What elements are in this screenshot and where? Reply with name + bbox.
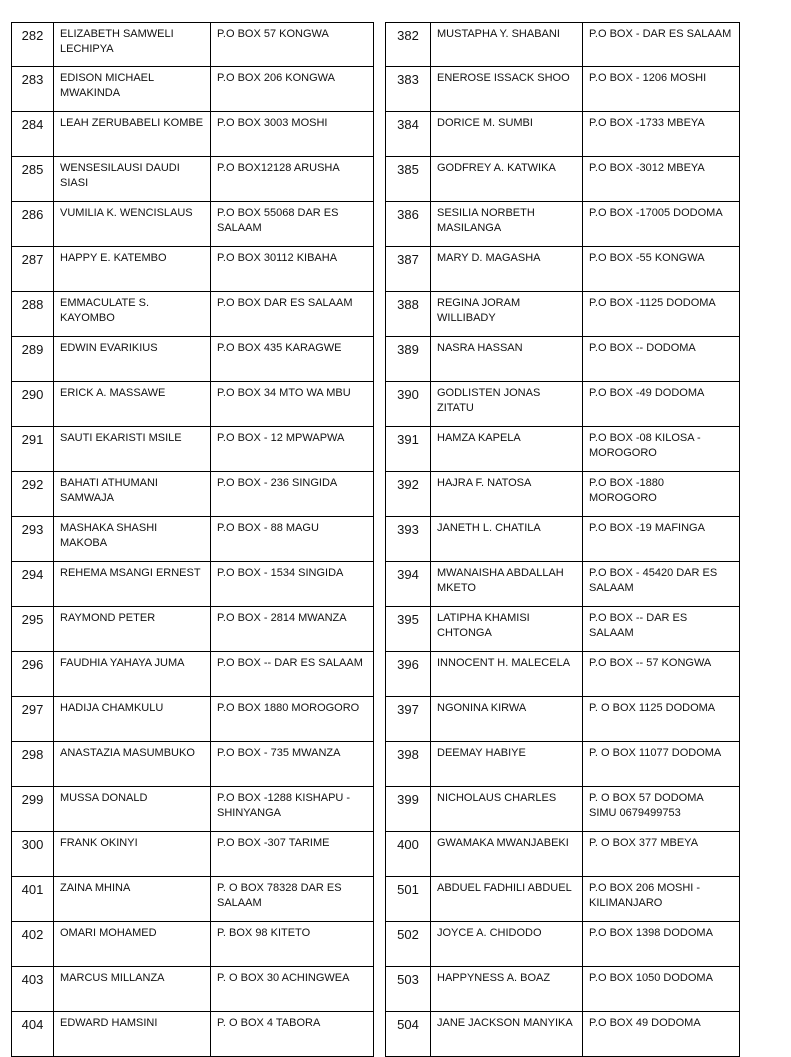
column-spacer	[374, 517, 386, 562]
left-entry-address: P.O BOX 30112 KIBAHA	[211, 247, 374, 292]
right-entry-address: P.O BOX -19 MAFINGA	[583, 517, 740, 562]
left-entry-name: EDISON MICHAEL MWAKINDA	[54, 67, 211, 112]
column-spacer	[374, 877, 386, 922]
left-entry-number: 282	[12, 23, 54, 67]
right-entry-number: 382	[386, 23, 431, 67]
right-entry-name: GWAMAKA MWANJABEKI	[431, 832, 583, 877]
column-spacer	[374, 202, 386, 247]
column-spacer	[374, 742, 386, 787]
column-spacer	[374, 112, 386, 157]
right-entry-number: 501	[386, 877, 431, 922]
right-entry-name: GODFREY A. KATWIKA	[431, 157, 583, 202]
right-entry-number: 386	[386, 202, 431, 247]
right-entry-number: 395	[386, 607, 431, 652]
right-entry-number: 400	[386, 832, 431, 877]
left-entry-number: 291	[12, 427, 54, 472]
left-entry-address: P. O BOX 78328 DAR ES SALAAM	[211, 877, 374, 922]
left-entry-name: EDWARD HAMSINI	[54, 1012, 211, 1057]
right-entry-address: P.O BOX -17005 DODOMA	[583, 202, 740, 247]
left-entry-name: HAPPY E. KATEMBO	[54, 247, 211, 292]
right-entry-name: ABDUEL FADHILI ABDUEL	[431, 877, 583, 922]
table-row	[12, 382, 740, 427]
right-entry-address: P. O BOX 11077 DODOMA	[583, 742, 740, 787]
left-entry-number: 294	[12, 562, 54, 607]
left-entry-name: OMARI MOHAMED	[54, 922, 211, 967]
right-entry-name: SESILIA NORBETH MASILANGA	[431, 202, 583, 247]
right-entry-address: P.O BOX 49 DODOMA	[583, 1012, 740, 1057]
table-row	[12, 787, 740, 832]
right-entry-address: P.O BOX -- DAR ES SALAAM	[583, 607, 740, 652]
left-entry-name: MASHAKA SHASHI MAKOBA	[54, 517, 211, 562]
left-entry-name: MUSSA DONALD	[54, 787, 211, 832]
table-row	[12, 877, 740, 922]
left-entry-number: 284	[12, 112, 54, 157]
right-entry-number: 389	[386, 337, 431, 382]
left-entry-name: ERICK A. MASSAWE	[54, 382, 211, 427]
right-entry-address: P.O BOX -1880 MOROGORO	[583, 472, 740, 517]
right-entry-address: P.O BOX - DAR ES SALAAM	[583, 23, 740, 67]
right-entry-name: DORICE M. SUMBI	[431, 112, 583, 157]
right-entry-number: 503	[386, 967, 431, 1012]
right-entry-number: 397	[386, 697, 431, 742]
left-entry-number: 288	[12, 292, 54, 337]
left-entry-name: BAHATI ATHUMANI SAMWAJA	[54, 472, 211, 517]
column-spacer	[374, 832, 386, 877]
right-entry-number: 399	[386, 787, 431, 832]
right-entry-name: MUSTAPHA Y. SHABANI	[431, 23, 583, 67]
column-spacer	[374, 427, 386, 472]
right-entry-number: 385	[386, 157, 431, 202]
left-entry-address: P.O BOX 57 KONGWA	[211, 23, 374, 67]
right-entry-address: P.O BOX -55 KONGWA	[583, 247, 740, 292]
left-entry-address: P.O BOX -307 TARIME	[211, 832, 374, 877]
column-spacer	[374, 292, 386, 337]
right-entry-number: 398	[386, 742, 431, 787]
left-entry-number: 297	[12, 697, 54, 742]
right-entry-address: P.O BOX - 45420 DAR ES SALAAM	[583, 562, 740, 607]
left-entry-number: 296	[12, 652, 54, 697]
left-entry-address: P.O BOX - 735 MWANZA	[211, 742, 374, 787]
right-entry-address: P. O BOX 1125 DODOMA	[583, 697, 740, 742]
right-entry-number: 392	[386, 472, 431, 517]
right-entry-name: NICHOLAUS CHARLES	[431, 787, 583, 832]
left-entry-address: P.O BOX - 88 MAGU	[211, 517, 374, 562]
column-spacer	[374, 562, 386, 607]
left-entry-address: P.O BOX -- DAR ES SALAAM	[211, 652, 374, 697]
right-entry-name: HAPPYNESS A. BOAZ	[431, 967, 583, 1012]
left-entry-address: P.O BOX 435 KARAGWE	[211, 337, 374, 382]
left-entry-address: P. BOX 98 KITETO	[211, 922, 374, 967]
left-entry-number: 298	[12, 742, 54, 787]
table-row	[12, 337, 740, 382]
address-table	[11, 22, 740, 1057]
left-entry-address: P. O BOX 30 ACHINGWEA	[211, 967, 374, 1012]
table-row	[12, 1012, 740, 1057]
right-entry-address: P.O BOX 206 MOSHI - KILIMANJARO	[583, 877, 740, 922]
table-row	[12, 742, 740, 787]
table-row	[12, 292, 740, 337]
left-entry-address: P. O BOX 4 TABORA	[211, 1012, 374, 1057]
right-entry-address: P.O BOX -- 57 KONGWA	[583, 652, 740, 697]
right-entry-number: 383	[386, 67, 431, 112]
left-entry-address: P.O BOX - 2814 MWANZA	[211, 607, 374, 652]
table-row	[12, 607, 740, 652]
left-entry-name: REHEMA MSANGI ERNEST	[54, 562, 211, 607]
table-row	[12, 247, 740, 292]
table-row	[12, 967, 740, 1012]
left-entry-number: 402	[12, 922, 54, 967]
table-row	[12, 202, 740, 247]
left-entry-name: ZAINA MHINA	[54, 877, 211, 922]
right-entry-name: DEEMAY HABIYE	[431, 742, 583, 787]
right-entry-address: P.O BOX 1398 DODOMA	[583, 922, 740, 967]
left-entry-number: 283	[12, 67, 54, 112]
left-entry-address: P.O BOX 34 MTO WA MBU	[211, 382, 374, 427]
left-entry-address: P.O BOX - 236 SINGIDA	[211, 472, 374, 517]
right-entry-name: INNOCENT H. MALECELA	[431, 652, 583, 697]
right-entry-name: JOYCE A. CHIDODO	[431, 922, 583, 967]
right-entry-address: P.O BOX -08 KILOSA - MOROGORO	[583, 427, 740, 472]
right-entry-address: P.O BOX -1125 DODOMA	[583, 292, 740, 337]
table-row	[12, 112, 740, 157]
left-entry-name: ELIZABETH SAMWELI LECHIPYA	[54, 23, 211, 67]
table-row	[12, 517, 740, 562]
left-entry-name: FAUDHIA YAHAYA JUMA	[54, 652, 211, 697]
left-entry-number: 300	[12, 832, 54, 877]
right-entry-address: P.O BOX -1733 MBEYA	[583, 112, 740, 157]
left-entry-number: 401	[12, 877, 54, 922]
column-spacer	[374, 67, 386, 112]
right-entry-number: 387	[386, 247, 431, 292]
left-entry-address: P.O BOX 55068 DAR ES SALAAM	[211, 202, 374, 247]
table-row	[12, 697, 740, 742]
table-row	[12, 67, 740, 112]
left-entry-name: EDWIN EVARIKIUS	[54, 337, 211, 382]
column-spacer	[374, 157, 386, 202]
table-row	[12, 922, 740, 967]
column-spacer	[374, 247, 386, 292]
right-entry-name: HAMZA KAPELA	[431, 427, 583, 472]
right-entry-name: ENEROSE ISSACK SHOO	[431, 67, 583, 112]
left-entry-name: SAUTI EKARISTI MSILE	[54, 427, 211, 472]
right-entry-name: REGINA JORAM WILLIBADY	[431, 292, 583, 337]
left-entry-address: P.O BOX - 1534 SINGIDA	[211, 562, 374, 607]
left-entry-address: P.O BOX 206 KONGWA	[211, 67, 374, 112]
table-row	[12, 832, 740, 877]
column-spacer	[374, 382, 386, 427]
right-entry-number: 393	[386, 517, 431, 562]
table-row	[12, 472, 740, 517]
right-entry-name: HAJRA F. NATOSA	[431, 472, 583, 517]
right-entry-number: 504	[386, 1012, 431, 1057]
right-entry-name: GODLISTEN JONAS ZITATU	[431, 382, 583, 427]
right-entry-number: 394	[386, 562, 431, 607]
right-entry-address: P.O BOX 1050 DODOMA	[583, 967, 740, 1012]
table-row	[12, 427, 740, 472]
right-entry-address: P.O BOX -- DODOMA	[583, 337, 740, 382]
left-entry-address: P.O BOX12128 ARUSHA	[211, 157, 374, 202]
left-entry-name: MARCUS MILLANZA	[54, 967, 211, 1012]
right-entry-address: P.O BOX -49 DODOMA	[583, 382, 740, 427]
left-entry-number: 292	[12, 472, 54, 517]
left-entry-name: HADIJA CHAMKULU	[54, 697, 211, 742]
table-row	[12, 23, 740, 67]
column-spacer	[374, 652, 386, 697]
left-entry-number: 286	[12, 202, 54, 247]
left-entry-name: EMMACULATE S. KAYOMBO	[54, 292, 211, 337]
table-row	[12, 157, 740, 202]
column-spacer	[374, 472, 386, 517]
left-entry-address: P.O BOX - 12 MPWAPWA	[211, 427, 374, 472]
column-spacer	[374, 23, 386, 67]
left-entry-number: 295	[12, 607, 54, 652]
column-spacer	[374, 697, 386, 742]
left-entry-name: RAYMOND PETER	[54, 607, 211, 652]
left-entry-name: WENSESILAUSI DAUDI SIASI	[54, 157, 211, 202]
right-entry-name: NASRA HASSAN	[431, 337, 583, 382]
table-row	[12, 562, 740, 607]
left-entry-name: FRANK OKINYI	[54, 832, 211, 877]
column-spacer	[374, 1012, 386, 1057]
left-entry-number: 293	[12, 517, 54, 562]
right-entry-address: P.O BOX - 1206 MOSHI	[583, 67, 740, 112]
left-entry-name: ANASTAZIA MASUMBUKO	[54, 742, 211, 787]
table-row	[12, 652, 740, 697]
column-spacer	[374, 787, 386, 832]
right-entry-number: 384	[386, 112, 431, 157]
left-entry-name: LEAH ZERUBABELI KOMBE	[54, 112, 211, 157]
left-entry-number: 287	[12, 247, 54, 292]
left-entry-address: P.O BOX DAR ES SALAAM	[211, 292, 374, 337]
right-entry-address: P.O BOX -3012 MBEYA	[583, 157, 740, 202]
right-entry-name: NGONINA KIRWA	[431, 697, 583, 742]
right-entry-number: 388	[386, 292, 431, 337]
left-entry-number: 285	[12, 157, 54, 202]
column-spacer	[374, 337, 386, 382]
right-entry-name: JANETH L. CHATILA	[431, 517, 583, 562]
column-spacer	[374, 607, 386, 652]
column-spacer	[374, 967, 386, 1012]
left-entry-number: 404	[12, 1012, 54, 1057]
left-entry-address: P.O BOX -1288 KISHAPU - SHINYANGA	[211, 787, 374, 832]
left-entry-address: P.O BOX 1880 MOROGORO	[211, 697, 374, 742]
right-entry-number: 396	[386, 652, 431, 697]
left-entry-number: 290	[12, 382, 54, 427]
left-entry-number: 403	[12, 967, 54, 1012]
right-entry-address: P. O BOX 377 MBEYA	[583, 832, 740, 877]
column-spacer	[374, 922, 386, 967]
right-entry-number: 502	[386, 922, 431, 967]
left-entry-address: P.O BOX 3003 MOSHI	[211, 112, 374, 157]
right-entry-address: P. O BOX 57 DODOMA SIMU 0679499753	[583, 787, 740, 832]
right-entry-name: LATIPHA KHAMISI CHTONGA	[431, 607, 583, 652]
left-entry-number: 289	[12, 337, 54, 382]
right-entry-number: 390	[386, 382, 431, 427]
left-entry-name: VUMILIA K. WENCISLAUS	[54, 202, 211, 247]
right-entry-name: JANE JACKSON MANYIKA	[431, 1012, 583, 1057]
right-entry-name: MWANAISHA ABDALLAH MKETO	[431, 562, 583, 607]
left-entry-number: 299	[12, 787, 54, 832]
right-entry-number: 391	[386, 427, 431, 472]
right-entry-name: MARY D. MAGASHA	[431, 247, 583, 292]
